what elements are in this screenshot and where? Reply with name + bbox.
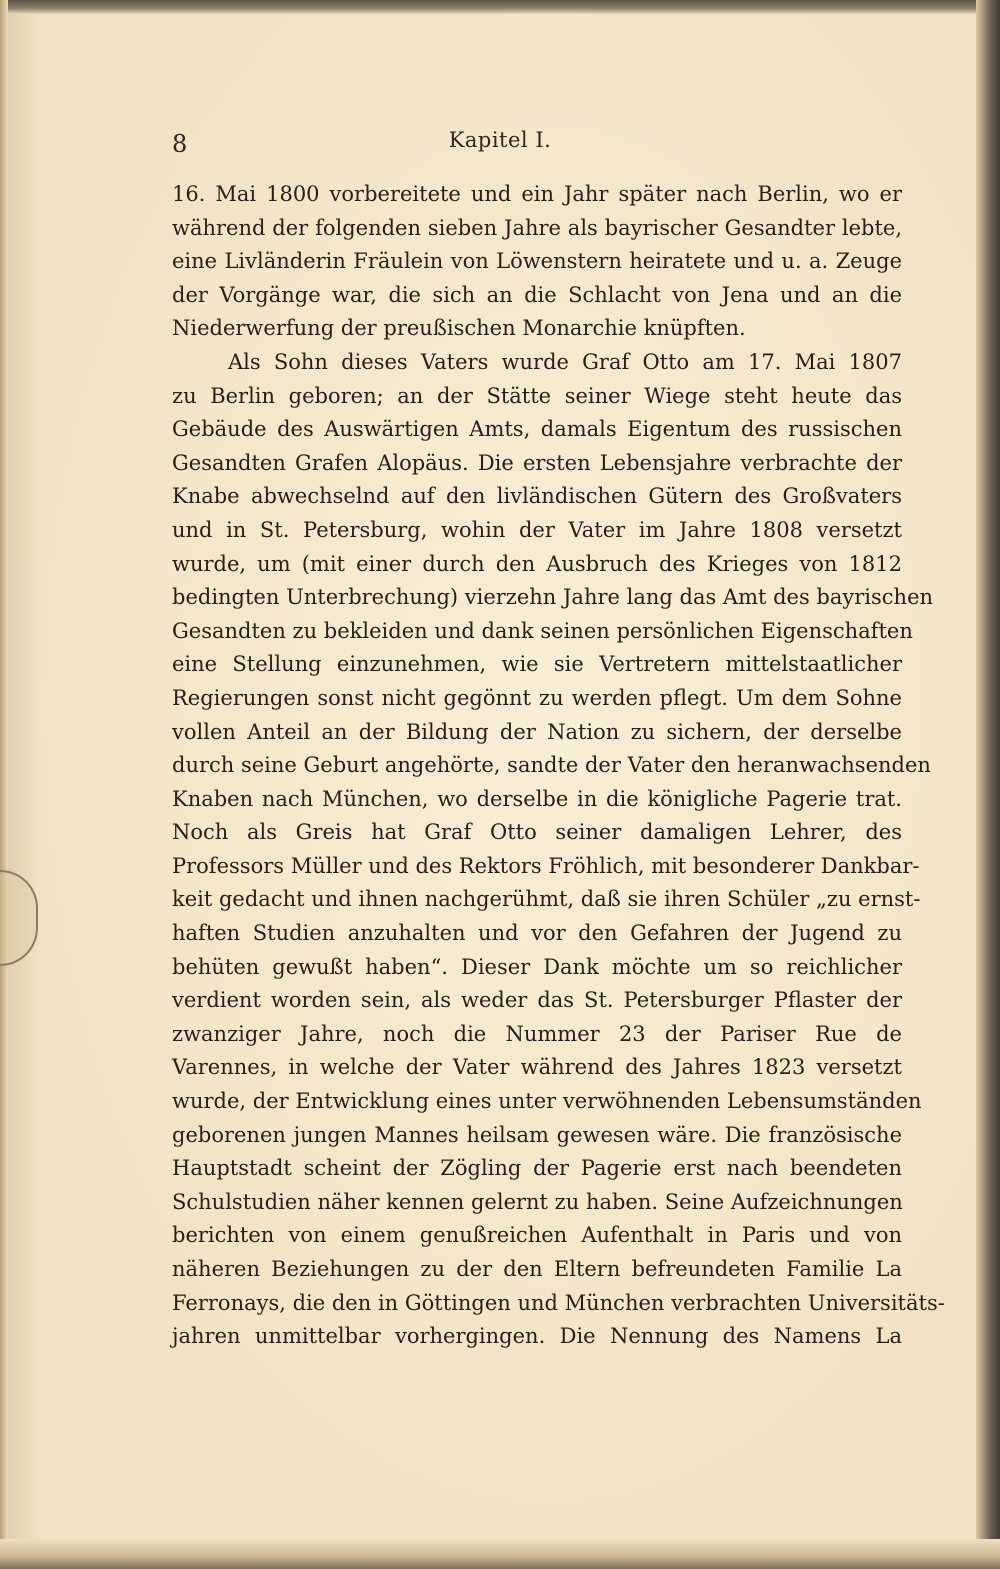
- text-line: Gesandten zu bekleiden und dank seinen persönlichen Eigenschaften: [172, 618, 913, 643]
- text-line: Ferronays, die den in Göttingen und München verbrachten Universitäts-: [172, 1290, 945, 1315]
- text-line: zwanziger Jahre, noch die Nummer 23 der Pariser Rue de: [172, 1021, 902, 1046]
- body-text: [172, 178, 945, 1354]
- text-line: der Vorgänge war, die sich an die Schlacht von Jena und an die: [172, 282, 902, 307]
- text-line: Varennes, in welche der Vater während des Jahres 1823 versetzt: [172, 1055, 902, 1080]
- page-number: 8: [172, 130, 188, 158]
- text-line: bedingten Unterbrechung) vierzehn Jahre lang das Amt des bayrischen: [172, 585, 934, 610]
- text-line: zu Berlin geboren; an der Stätte seiner Wiege steht heute das: [172, 383, 902, 408]
- text-line: während der folgenden sieben Jahre als bayrischer Gesandter lebte,: [172, 215, 902, 240]
- text-line: Professors Müller und des Rektors Fröhlich, mit besonderer Dankbar-: [172, 853, 920, 878]
- text-line: keit gedacht und ihnen nachgerühmt, daß sie ihren Schüler „zu ernst-: [172, 887, 921, 912]
- text-line: durch seine Geburt angehörte, sandte der Vater den heranwachsenden: [172, 753, 931, 778]
- text-line: eine Livländerin Fräulein von Löwenstern heiratete und u. a. Zeuge: [172, 249, 902, 274]
- text-line: Niederwerfung der preußischen Monarchie knüpften.: [172, 316, 746, 341]
- text-line: 16. Mai 1800 vorbereitete und ein Jahr später nach Berlin, wo er: [172, 182, 902, 206]
- page-fore-edge: [976, 0, 1000, 1569]
- scan-top-edge: [0, 0, 1000, 14]
- text-line: jahren unmittelbar vorhergingen. Die Nennung des Namens La: [172, 1324, 902, 1349]
- text-line: näheren Beziehungen zu der den Eltern befreundeten Familie La: [172, 1257, 902, 1281]
- text-line: verdient worden sein, als weder das St. Petersburger Pflaster der: [172, 988, 902, 1013]
- scan-bottom-edge: [0, 1539, 1000, 1569]
- text-line: haften Studien anzuhalten und vor den Gefahren der Jugend zu: [172, 921, 902, 946]
- text-line: geborenen jungen Mannes heilsam gewesen wäre. Die französische: [172, 1122, 902, 1147]
- text-line: Knaben nach München, wo derselbe in die königliche Pagerie trat.: [172, 786, 902, 811]
- binding-clip-mark: [0, 870, 38, 966]
- text-line: und in St. Petersburg, wohin der Vater im Jahre 1808 versetzt: [172, 517, 902, 542]
- text-line: Hauptstadt scheint der Zögling der Pagerie erst nach beendeten: [172, 1156, 902, 1181]
- text-line: Regierungen sonst nicht gegönnt zu werden pflegt. Um dem Sohne: [172, 685, 902, 710]
- text-line: Als Sohn dieses Vaters wurde Graf Otto am 17. Mai 1807: [228, 349, 902, 374]
- text-line: Noch als Greis hat Graf Otto seiner damaligen Lehrer, des: [172, 820, 902, 845]
- text-line: berichten von einem genußreichen Aufenthalt in Paris und von: [172, 1223, 902, 1248]
- text-line: Knabe abwechselnd auf den livländischen Gütern des Großvaters: [172, 484, 902, 509]
- text-line: Gesandten Grafen Alopäus. Die ersten Lebensjahre verbrachte der: [172, 450, 902, 475]
- text-line: Gebäude des Auswärtigen Amts, damals Eigentum des russischen: [172, 417, 902, 442]
- text-line: wurde, der Entwicklung eines unter verwöhnenden Lebensumständen: [172, 1089, 922, 1114]
- text-line: behüten gewußt haben“. Dieser Dank möchte um so reichlicher: [172, 954, 902, 979]
- text-line: vollen Anteil an der Bildung der Nation zu sichern, der derselbe: [172, 719, 902, 744]
- page-gutter: [0, 0, 8, 1569]
- text-line: wurde, um (mit einer durch den Ausbruch des Krieges von 1812: [172, 551, 902, 576]
- text-line: Schulstudien näher kennen gelernt zu haben. Seine Aufzeichnungen: [172, 1189, 903, 1214]
- running-head: Kapitel I.: [448, 128, 552, 152]
- text-line: eine Stellung einzunehmen, wie sie Vertretern mittelstaatlicher: [172, 652, 902, 677]
